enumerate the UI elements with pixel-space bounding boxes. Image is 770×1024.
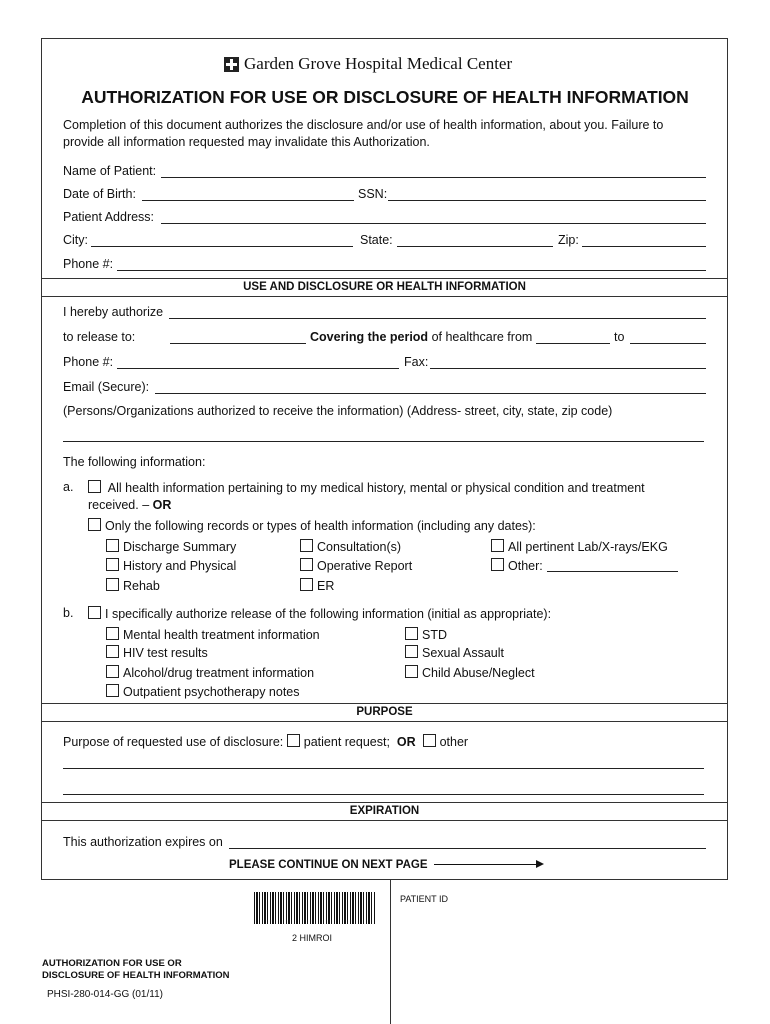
option-a-received: received. – OR — [88, 498, 172, 512]
divider — [41, 278, 728, 279]
option-b-marker: b. — [63, 606, 74, 620]
authorize-field[interactable] — [169, 318, 706, 319]
fax-label: Fax: — [404, 355, 429, 369]
std-option: STD — [405, 627, 447, 642]
divider — [41, 820, 728, 821]
divider — [41, 296, 728, 297]
all-info-checkbox[interactable] — [88, 480, 101, 493]
rehab-option: Rehab — [106, 578, 160, 593]
discharge-summary-checkbox[interactable] — [106, 539, 119, 552]
city-label: City: — [63, 233, 88, 247]
fax-field[interactable] — [430, 368, 706, 369]
operative-report-checkbox[interactable] — [300, 558, 313, 571]
covering-period-text: Covering the period of healthcare from — [310, 330, 533, 344]
option-a-all-info: All health information pertaining to my medical history, mental or physical condition and treatment — [88, 480, 645, 495]
zip-field[interactable] — [582, 246, 706, 247]
option-b-specific: I specifically authorize release of the following information (initial as appropriate): — [88, 606, 551, 621]
intro-line-2: provide all information requested may invalidate this Authorization. — [63, 135, 430, 149]
other-purpose-checkbox[interactable] — [423, 734, 436, 747]
hiv-option: HIV test results — [106, 645, 208, 660]
persons-address-field[interactable] — [63, 441, 704, 442]
purpose-field-2[interactable] — [63, 794, 704, 795]
only-following-checkbox[interactable] — [88, 518, 101, 531]
form-title: AUTHORIZATION FOR USE OR DISCLOSURE OF HEALTH INFORMATION — [81, 87, 689, 107]
purpose-field-1[interactable] — [63, 768, 704, 769]
consultation-option: Consultation(s) — [300, 539, 401, 554]
other-records-checkbox[interactable] — [491, 558, 504, 571]
er-checkbox[interactable] — [300, 578, 313, 591]
operative-report-option: Operative Report — [300, 558, 412, 573]
release-label: to release to: — [63, 330, 136, 344]
following-info-label: The following information: — [63, 455, 206, 469]
other-records-option: Other: — [491, 558, 543, 573]
sexual-assault-option: Sexual Assault — [405, 645, 504, 660]
psychotherapy-checkbox[interactable] — [106, 684, 119, 697]
option-a-marker: a. — [63, 480, 74, 494]
period-from-field[interactable] — [536, 343, 610, 344]
expires-label: This authorization expires on — [63, 835, 223, 849]
purpose-heading: PURPOSE — [356, 706, 413, 718]
ssn-field[interactable] — [388, 200, 706, 201]
mental-health-checkbox[interactable] — [106, 627, 119, 640]
specific-release-checkbox[interactable] — [88, 606, 101, 619]
email-field[interactable] — [155, 393, 706, 394]
dob-field[interactable] — [142, 200, 354, 201]
alcohol-drug-checkbox[interactable] — [106, 665, 119, 678]
barcode — [254, 892, 376, 924]
barcode-code: 2 HIMROI — [292, 933, 333, 943]
release-phone-field[interactable] — [117, 368, 399, 369]
child-abuse-option: Child Abuse/Neglect — [405, 665, 535, 680]
alcohol-drug-option: Alcohol/drug treatment information — [106, 665, 314, 680]
address-label: Patient Address: — [63, 210, 155, 224]
history-physical-checkbox[interactable] — [106, 558, 119, 571]
form-title-line-2: DISCLOSURE OF HEALTH INFORMATION — [42, 970, 230, 981]
divider — [41, 802, 728, 803]
er-option: ER — [300, 578, 334, 593]
form-title-line-1: AUTHORIZATION FOR USE OR — [42, 958, 182, 969]
consultation-checkbox[interactable] — [300, 539, 313, 552]
authorize-label: I hereby authorize — [63, 305, 164, 319]
zip-label: Zip: — [558, 233, 579, 247]
purpose-label: Purpose of requested use of disclosure: patient request; OR other — [63, 735, 469, 749]
form-number: PHSI-280-014-GG (01/11) — [47, 989, 163, 1000]
only-following-option: Only the following records or types of health information (including any dates): — [88, 518, 536, 533]
intro-line-1: Completion of this document authorizes the disclosure and/or use of health information, about you. Failure to — [63, 118, 664, 132]
hospital-name: Garden Grove Hospital Medical Center — [244, 54, 513, 73]
rehab-checkbox[interactable] — [106, 578, 119, 591]
patient-name-field[interactable] — [161, 177, 706, 178]
persons-note: (Persons/Organizations authorized to receive the information) (Address- street, city, state, zip code) — [63, 404, 613, 418]
other-records-field[interactable] — [547, 571, 678, 572]
divider — [41, 721, 728, 722]
footer-divider — [390, 880, 391, 1024]
hospital-logo — [224, 54, 512, 74]
hiv-checkbox[interactable] — [106, 645, 119, 658]
state-field[interactable] — [397, 246, 553, 247]
divider — [41, 703, 728, 704]
phone-label: Phone #: — [63, 257, 114, 271]
to-label: to — [614, 330, 625, 344]
child-abuse-checkbox[interactable] — [405, 665, 418, 678]
phone-field[interactable] — [117, 270, 706, 271]
use-disclosure-heading: USE AND DISCLOSURE OR HEALTH INFORMATION — [243, 281, 526, 293]
psychotherapy-option: Outpatient psychotherapy notes — [106, 684, 300, 699]
expiration-heading: EXPIRATION — [349, 805, 420, 817]
expires-field[interactable] — [229, 848, 706, 849]
continue-note: PLEASE CONTINUE ON NEXT PAGE — [229, 859, 542, 871]
dob-label: Date of Birth: — [63, 187, 136, 201]
patient-id-label: PATIENT ID — [400, 894, 449, 904]
period-to-field[interactable] — [630, 343, 706, 344]
release-phone-label: Phone #: — [63, 355, 114, 369]
email-label: Email (Secure): — [63, 380, 150, 394]
arrow-right-icon — [434, 864, 542, 865]
lab-checkbox[interactable] — [491, 539, 504, 552]
patient-request-checkbox[interactable] — [287, 734, 300, 747]
address-field[interactable] — [161, 223, 706, 224]
ssn-label: SSN: — [358, 187, 388, 201]
sexual-assault-checkbox[interactable] — [405, 645, 418, 658]
cross-icon — [224, 57, 239, 72]
patient-name-label: Name of Patient: — [63, 164, 157, 178]
lab-option: All pertinent Lab/X-rays/EKG — [491, 539, 668, 554]
state-label: State: — [360, 233, 393, 247]
history-physical-option: History and Physical — [106, 558, 236, 573]
city-field[interactable] — [91, 246, 353, 247]
release-field[interactable] — [170, 343, 306, 344]
discharge-summary-option: Discharge Summary — [106, 539, 236, 554]
std-checkbox[interactable] — [405, 627, 418, 640]
mental-health-option: Mental health treatment information — [106, 627, 320, 642]
